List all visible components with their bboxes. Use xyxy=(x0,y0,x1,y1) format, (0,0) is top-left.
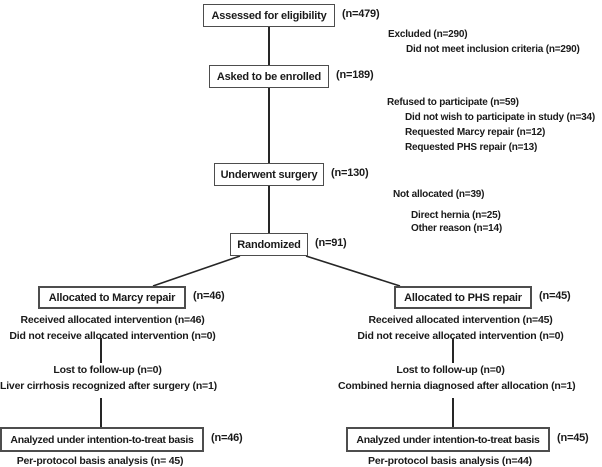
phs-lost: Lost to follow-up (n=0) xyxy=(396,364,505,376)
n-itt-left: (n=46) xyxy=(211,432,243,444)
box-itt-right xyxy=(346,427,550,452)
n-marcy: (n=46) xyxy=(193,290,225,302)
note-not-allocated-item: Direct hernia (n=25) xyxy=(411,210,501,221)
connector-enrolled-surgery xyxy=(268,88,270,163)
n-randomized: (n=91) xyxy=(315,237,347,249)
note-refused-item: Requested PHS repair (n=13) xyxy=(405,142,538,153)
note-not-allocated-title: Not allocated (n=39) xyxy=(393,189,485,200)
note-excluded xyxy=(388,27,580,57)
note-not-allocated-item: Other reason (n=14) xyxy=(411,223,502,234)
connector-followup-itt-right xyxy=(452,398,454,427)
box-itt-left-label: Analyzed under intention-to-treat basis xyxy=(10,433,194,446)
note-refused-item: Did not wish to participate in study (n=34) xyxy=(405,112,596,123)
n-enrolled: (n=189) xyxy=(336,69,374,81)
connector-randomized-phs xyxy=(306,256,400,286)
box-randomized-label: Randomized xyxy=(237,238,301,251)
phs-not-received: Did not receive allocated intervention (n=0) xyxy=(357,330,564,342)
box-assessed-label: Assessed for eligibility xyxy=(211,9,327,22)
box-randomized xyxy=(230,233,308,256)
marcy-received: Received allocated intervention (n=46) xyxy=(20,314,205,326)
box-marcy-label: Allocated to Marcy repair xyxy=(48,291,176,304)
n-assessed: (n=479) xyxy=(342,8,380,20)
note-not-allocated xyxy=(393,187,502,235)
connector-randomized-marcy xyxy=(153,256,240,286)
marcy-not-received: Did not receive allocated intervention (n=0) xyxy=(9,330,216,342)
connector-assessed-enrolled xyxy=(268,27,270,65)
marcy-intervention-text xyxy=(0,312,225,344)
note-refused-title: Refused to participate (n=59) xyxy=(387,97,519,108)
phs-received: Received allocated intervention (n=45) xyxy=(368,314,553,326)
phs-lost-detail: Combined hernia diagnosed after allocation (n=1) xyxy=(338,380,576,392)
box-assessed-for-eligibility xyxy=(203,4,335,27)
box-enrolled-label: Asked to be enrolled xyxy=(216,70,322,83)
marcy-lost-detail: Liver cirrhosis recognized after surgery (n=1) xyxy=(0,380,217,392)
box-itt-left xyxy=(0,427,204,452)
marcy-followup-text xyxy=(0,362,215,394)
phs-per-protocol: Per-protocol basis analysis (n=44) xyxy=(368,455,532,467)
box-allocated-marcy xyxy=(38,286,186,309)
marcy-per-protocol: Per-protocol basis analysis (n= 45) xyxy=(16,455,184,467)
phs-followup-text xyxy=(338,362,576,394)
box-allocated-phs xyxy=(394,286,532,309)
note-refused-item: Requested Marcy repair (n=12) xyxy=(405,127,546,138)
n-surgery: (n=130) xyxy=(331,167,369,179)
marcy-lost: Lost to follow-up (n=0) xyxy=(53,364,162,376)
note-refused xyxy=(387,95,595,155)
n-itt-right: (n=45) xyxy=(557,432,589,444)
box-underwent-surgery xyxy=(214,163,324,186)
box-asked-to-be-enrolled xyxy=(209,65,329,88)
box-phs-label: Allocated to PHS repair xyxy=(404,291,522,304)
note-excluded-title: Excluded (n=290) xyxy=(388,29,468,40)
note-excluded-item: Did not meet inclusion criteria (n=290) xyxy=(406,44,580,55)
connector-surgery-randomized xyxy=(268,186,270,233)
box-itt-right-label: Analyzed under intention-to-treat basis xyxy=(356,433,540,446)
phs-intervention-text xyxy=(348,312,573,344)
box-surgery-label: Underwent surgery xyxy=(220,168,318,181)
n-phs: (n=45) xyxy=(539,290,571,302)
connector-followup-itt-left xyxy=(100,398,102,427)
